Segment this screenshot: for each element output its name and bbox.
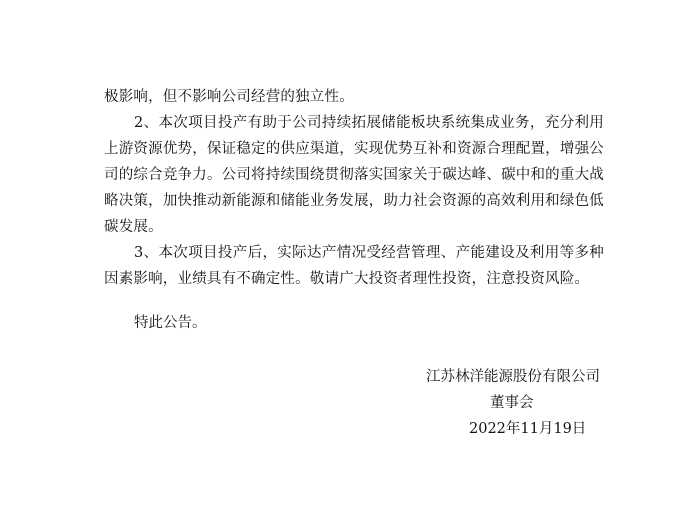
signature-board: 董事会 [490,395,534,411]
paragraph-item-3: 3、本次项目投产后，实际达产情况受经营管理、产能建设及利用等多种因素影响，业绩具有不确定性。敬请广大投资者理性投资，注意投资风险。 [104,245,604,287]
signature-company: 江苏林洋能源股份有限公司 [426,369,600,385]
closing-statement: 特此公告。 [134,315,207,331]
signature-date: 2022年11月19日 [469,421,587,437]
paragraph-item-2: 2、本次项目投产有助于公司持续拓展储能板块系统集成业务，充分利用上游资源优势，保证稳定的供应渠道，实现优势互补和资源合理配置，增强公司的综合竞争力。公司将持续围绕贯彻落实国家关于碳达峰、碳中和的重大战略决策，加快推动新能源和储能业务发展，助力社会资源的高效利用和绿色低碳发展。 [104,115,604,235]
announcement-body [104,84,604,292]
paragraph-continuation: 极影响，但不影响公司经营的独立性。 [104,89,354,105]
